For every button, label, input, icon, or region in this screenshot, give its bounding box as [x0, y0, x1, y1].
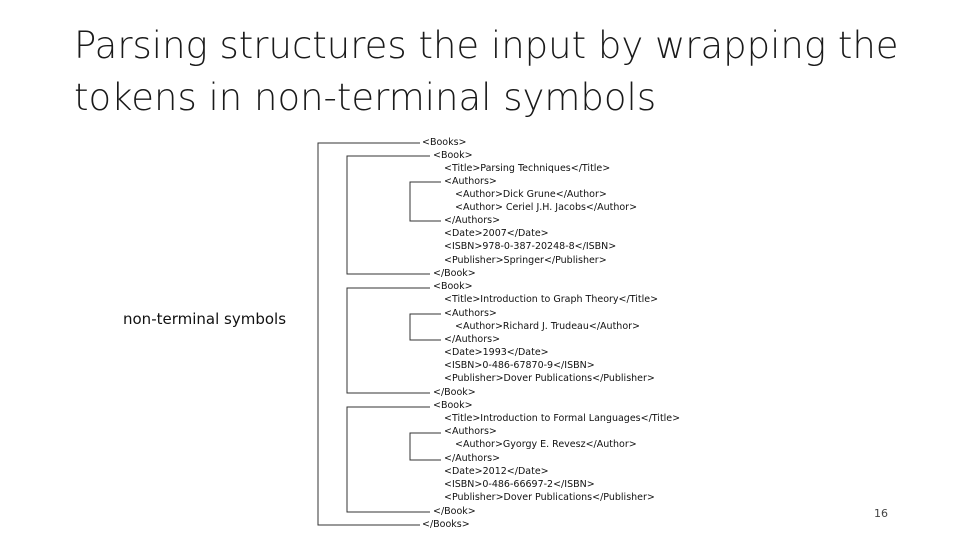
- xml-line: </Book>: [433, 506, 476, 517]
- xml-line: <Authors>: [444, 176, 497, 187]
- xml-line: </Book>: [433, 268, 476, 279]
- slide-title-line-2: tokens in non-terminal symbols: [74, 76, 657, 119]
- xml-line: <Author>Gyorgy E. Revesz</Author>: [455, 439, 637, 450]
- xml-line: <Authors>: [444, 308, 497, 319]
- xml-line: </Books>: [422, 519, 470, 530]
- xml-line: <ISBN>0-486-67870-9</ISBN>: [444, 360, 595, 371]
- xml-line: <Author>Dick Grune</Author>: [455, 189, 607, 200]
- xml-line: </Book>: [433, 387, 476, 398]
- non-terminal-label: non-terminal symbols: [123, 310, 287, 328]
- slide-title-line-1: Parsing structures the input by wrapping the: [74, 24, 899, 67]
- xml-line: <Date>2007</Date>: [444, 228, 549, 239]
- xml-line: <ISBN>978-0-387-20248-8</ISBN>: [444, 241, 617, 252]
- xml-line: <Book>: [433, 281, 473, 292]
- xml-line: <Title>Introduction to Formal Languages</Title>: [444, 413, 681, 424]
- xml-line: </Authors>: [444, 215, 501, 226]
- xml-line: <Book>: [433, 400, 473, 411]
- xml-line: <Title>Introduction to Graph Theory</Title>: [444, 294, 659, 305]
- xml-line: <Book>: [433, 150, 473, 161]
- xml-line: <Date>1993</Date>: [444, 347, 549, 358]
- xml-line: <Title>Parsing Techniques</Title>: [444, 163, 611, 174]
- xml-line: <Books>: [422, 137, 467, 148]
- xml-line: <Publisher>Dover Publications</Publisher>: [444, 492, 655, 503]
- xml-line: <Date>2012</Date>: [444, 466, 549, 477]
- xml-line: </Authors>: [444, 453, 501, 464]
- xml-line: <ISBN>0-486-66697-2</ISBN>: [444, 479, 595, 490]
- xml-line: <Authors>: [444, 426, 497, 437]
- xml-line: <Publisher>Dover Publications</Publisher>: [444, 373, 655, 384]
- page-number: 16: [874, 507, 888, 520]
- xml-line: <Author>Richard J. Trudeau</Author>: [455, 321, 640, 332]
- xml-line: </Authors>: [444, 334, 501, 345]
- xml-line: <Publisher>Springer</Publisher>: [444, 255, 607, 266]
- xml-line: <Author> Ceriel J.H. Jacobs</Author>: [455, 202, 638, 213]
